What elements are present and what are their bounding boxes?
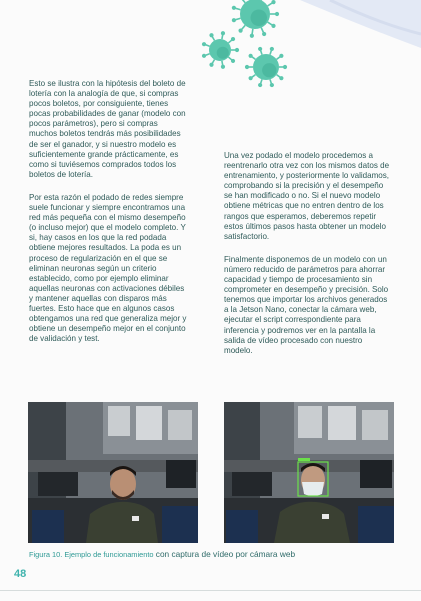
left-text-column [29, 79, 187, 357]
webcam-photo-detection [224, 402, 394, 543]
virus-shade [217, 47, 229, 59]
virus-spike-tip [232, 6, 236, 10]
right-text-column [224, 151, 392, 369]
virus-shade [251, 10, 268, 27]
virus-spike-tip [279, 76, 283, 80]
virus-spike-tip [249, 54, 253, 58]
virus-spike-tip [245, 65, 249, 69]
virus-spike-tip [271, 24, 275, 28]
paragraph: Finalmente disponemos de un modelo con un número reducido de parámetros para ahorrar capacidad y tiempo de procesamiento sin comprometer en desempeño y precisión. Solo tenemos que importar los archivos generados a la Jetson Nano, conectar la cámara web, ejecutar el script correspondiente para inferencia y podremos ver en la pantalla la salida de vídeo procesado con nuestro modelo. [224, 254, 389, 355]
webcam-photo-before [28, 402, 198, 543]
virus-spike-tip [270, 47, 274, 51]
virus-spike-tip [258, 83, 262, 87]
virus-spike-tip [202, 42, 206, 46]
virus-spike-tip [279, 54, 283, 58]
paragraph: Esto se ilustra con la hipótesis del boleto de lotería con la analogía de que, si compras pocos boletos, por consiguiente, tienes pocas probabilidades de ganar (modelo con pocos parámetros), pero si compras muchos boletos tendrás más posibilidades de ser el ganador, y si nuestro modelo es suficientemente grande prácticamente, es como si tuviésemos comprados todos los boletos de lotería. [29, 79, 186, 179]
virus-spike-tip [238, 29, 242, 33]
footer-divider [0, 590, 421, 591]
virus-shade [262, 63, 276, 77]
virus-spike-tip [283, 65, 287, 69]
virus-spike-tip [231, 37, 235, 41]
virus-spike-tip [275, 12, 279, 16]
virus-spike-tip [231, 59, 235, 63]
virus-spike-tip [235, 48, 239, 52]
virus-spike [241, 0, 246, 3]
caption-text: con captura de vídeo por cámara web [153, 549, 296, 559]
figure-caption [29, 549, 399, 559]
virus-spike-tip [262, 32, 266, 36]
virus-spike-tip [202, 54, 206, 58]
paragraph: Por esta razón el podado de redes siempre suele funcionar y siempre encontramos una red más pequeña con el mismo desempeño (o incluso mejor) que el modelo completo. Y si, hay casos en los que la red podada obtiene mejores resultados. La poda es un proceso de regularización en el que se eliminan neuronas según un criterio establecido, como por ejemplo eliminar aquellas neuronas con activaciones débiles y mantener aquellas con disparos más fuertes. Esto hace que en algunos casos obtengamos una red que generaliza mejor y obtiene un desempeño mejor en el conjunto de validación y test. [29, 192, 187, 344]
virus-icon [232, 0, 279, 38]
virus-spike-tip [258, 47, 262, 51]
virus-spike-tip [209, 63, 213, 67]
virus-spike-tip [271, 0, 275, 4]
virus-spike-tip [221, 65, 225, 69]
header-band [300, 0, 421, 48]
page-number: 48 [14, 568, 27, 580]
virus-spike-tip [209, 33, 213, 37]
virus-spike-tip [270, 83, 274, 87]
virus-spike-tip [221, 31, 225, 35]
virus-spike-tip [232, 18, 236, 22]
virus-spike-tip [249, 76, 253, 80]
paragraph: Una vez podado el modelo procedemos a reentrenarlo otra vez con los mismos datos de entrenamiento, y posteriormente lo validamos, comprobando si la precisión y el desempeño se han modificado o no. Si el nuevo modelo obtiene métricas que no entren dentro de los rangos que esperamos, deberemos repetir estos últimos pasos hasta obtener un modelo satisfactorio. [224, 151, 390, 241]
caption-label: Figura 10. Ejemplo de funcionamiento [29, 550, 154, 559]
virus-icon [202, 31, 239, 69]
virus-spike-tip [250, 34, 254, 38]
virus-icon [245, 47, 287, 87]
